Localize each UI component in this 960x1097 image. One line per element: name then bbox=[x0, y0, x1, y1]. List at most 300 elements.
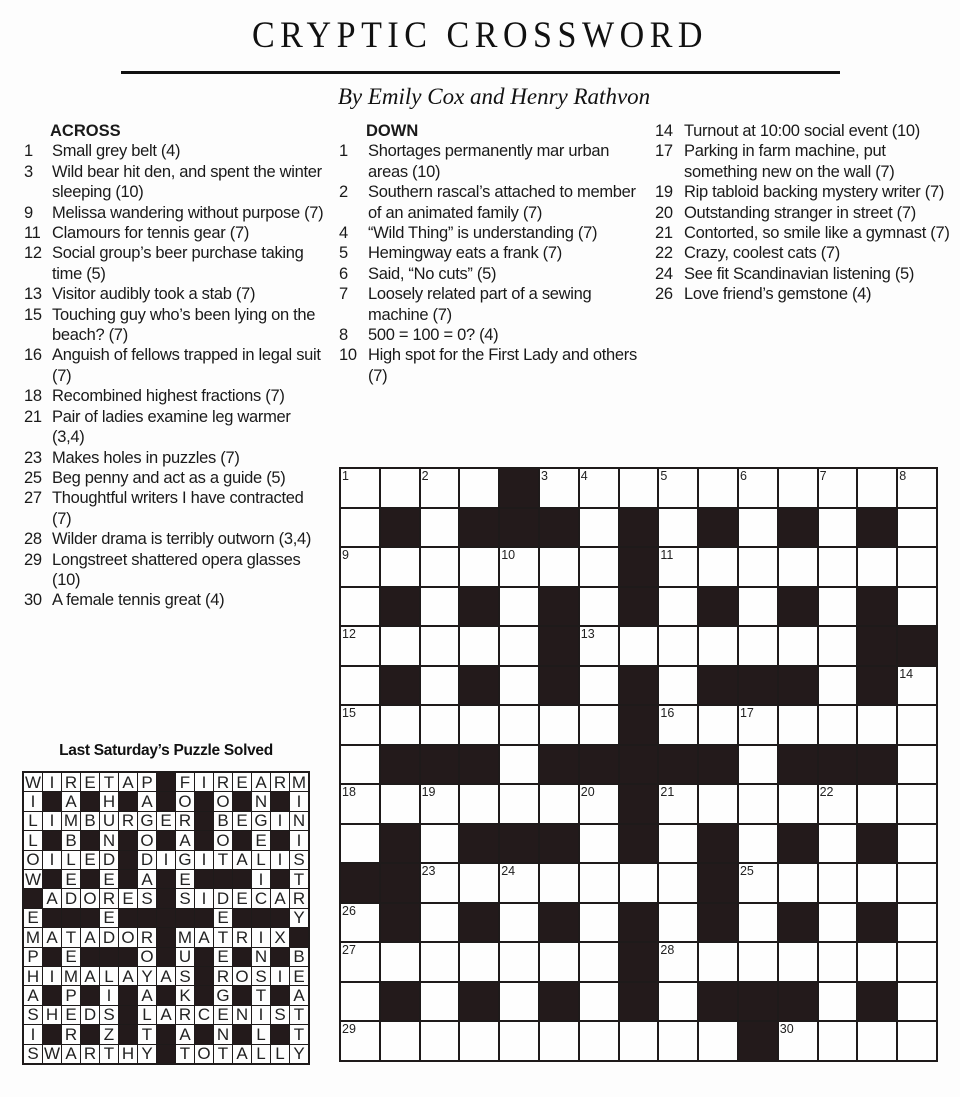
grid-cell[interactable] bbox=[699, 627, 737, 665]
clue-text: Rip tabloid backing mystery writer (7) bbox=[684, 183, 945, 202]
black-square bbox=[858, 904, 896, 942]
black-square bbox=[858, 667, 896, 705]
grid-cell[interactable] bbox=[659, 706, 697, 744]
solved-black-square bbox=[195, 792, 213, 810]
clue-text: See fit Scandinavian listening (5) bbox=[684, 264, 915, 283]
clue-item bbox=[24, 550, 324, 591]
grid-cell[interactable] bbox=[858, 706, 896, 744]
solved-letter-cell: B bbox=[62, 831, 80, 849]
grid-cell[interactable] bbox=[460, 706, 498, 744]
grid-cell[interactable] bbox=[421, 904, 459, 942]
grid-cell[interactable] bbox=[699, 706, 737, 744]
grid-cell[interactable] bbox=[819, 706, 857, 744]
cell-number: 23 bbox=[421, 864, 436, 879]
black-square bbox=[620, 825, 658, 863]
clue-text: Anguish of fellows trapped in legal suit (7) bbox=[52, 346, 321, 385]
grid-cell[interactable] bbox=[858, 864, 896, 902]
black-square bbox=[580, 746, 618, 784]
black-square bbox=[500, 509, 538, 547]
black-square bbox=[739, 1022, 777, 1060]
grid-cell[interactable] bbox=[381, 627, 419, 665]
grid-cell[interactable] bbox=[341, 943, 379, 981]
grid-cell[interactable] bbox=[858, 785, 896, 823]
grid-cell[interactable] bbox=[898, 825, 936, 863]
solved-letter-cell: P bbox=[138, 773, 156, 791]
black-square bbox=[858, 983, 896, 1021]
solved-black-square bbox=[271, 1025, 289, 1043]
grid-cell[interactable] bbox=[500, 706, 538, 744]
clue-item bbox=[24, 203, 324, 223]
solved-black-square bbox=[157, 986, 175, 1004]
grid-cell[interactable] bbox=[580, 548, 618, 586]
clue-text: Recombined highest fractions (7) bbox=[52, 387, 285, 406]
solved-black-square bbox=[24, 889, 42, 907]
black-square bbox=[779, 983, 817, 1021]
cell-number: 19 bbox=[421, 785, 436, 800]
solved-letter-cell: U bbox=[100, 812, 118, 830]
grid-cell[interactable] bbox=[659, 904, 697, 942]
grid-cell[interactable] bbox=[421, 785, 459, 823]
grid-cell[interactable] bbox=[739, 509, 777, 547]
grid-cell[interactable] bbox=[381, 548, 419, 586]
solved-letter-cell: A bbox=[119, 967, 137, 985]
grid-cell[interactable] bbox=[659, 943, 697, 981]
grid-cell[interactable] bbox=[421, 983, 459, 1021]
grid-cell[interactable] bbox=[819, 667, 857, 705]
black-square bbox=[699, 825, 737, 863]
grid-cell[interactable] bbox=[381, 943, 419, 981]
grid-cell[interactable] bbox=[819, 904, 857, 942]
solved-letter-cell: E bbox=[24, 909, 42, 927]
grid-cell[interactable] bbox=[779, 1022, 817, 1060]
grid-cell[interactable] bbox=[779, 469, 817, 507]
grid-cell[interactable] bbox=[421, 1022, 459, 1060]
solved-black-square bbox=[233, 948, 251, 966]
clue-item bbox=[24, 468, 324, 488]
solved-letter-cell: D bbox=[138, 851, 156, 869]
solved-letter-cell: O bbox=[233, 967, 251, 985]
grid-cell[interactable] bbox=[659, 983, 697, 1021]
grid-cell[interactable] bbox=[500, 1022, 538, 1060]
solved-letter-cell: A bbox=[271, 889, 289, 907]
grid-cell[interactable] bbox=[540, 785, 578, 823]
cell-number: 11 bbox=[660, 548, 674, 563]
solved-black-square bbox=[195, 986, 213, 1004]
grid-cell[interactable] bbox=[779, 548, 817, 586]
solved-letter-cell: D bbox=[62, 889, 80, 907]
grid-cell[interactable] bbox=[421, 548, 459, 586]
grid-cell[interactable] bbox=[421, 627, 459, 665]
solved-letter-cell: U bbox=[176, 948, 194, 966]
grid-cell[interactable] bbox=[898, 667, 936, 705]
grid-cell[interactable] bbox=[421, 943, 459, 981]
grid-cell[interactable] bbox=[898, 706, 936, 744]
grid-cell[interactable] bbox=[341, 1022, 379, 1060]
grid-cell[interactable] bbox=[699, 785, 737, 823]
grid-cell[interactable] bbox=[421, 509, 459, 547]
grid-cell[interactable] bbox=[659, 864, 697, 902]
across-clue-list bbox=[24, 141, 324, 610]
grid-cell[interactable] bbox=[500, 983, 538, 1021]
grid-cell[interactable] bbox=[460, 627, 498, 665]
solved-letter-cell: X bbox=[271, 928, 289, 946]
cell-number: 27 bbox=[342, 943, 356, 958]
solved-letter-cell: S bbox=[176, 967, 194, 985]
grid-cell[interactable] bbox=[819, 825, 857, 863]
grid-cell[interactable] bbox=[819, 943, 857, 981]
grid-cell[interactable] bbox=[858, 469, 896, 507]
clue-number: 21 bbox=[24, 407, 42, 426]
grid-cell[interactable] bbox=[739, 588, 777, 626]
solved-black-square bbox=[43, 792, 61, 810]
clue-item bbox=[339, 284, 639, 325]
solved-letter-cell: L bbox=[271, 1045, 289, 1063]
grid-cell[interactable] bbox=[898, 864, 936, 902]
grid-cell[interactable] bbox=[739, 746, 777, 784]
grid-cell[interactable] bbox=[500, 746, 538, 784]
clue-item bbox=[24, 448, 324, 468]
solved-letter-cell: I bbox=[271, 967, 289, 985]
grid-cell[interactable] bbox=[739, 785, 777, 823]
grid-cell[interactable] bbox=[580, 588, 618, 626]
solved-letter-cell: I bbox=[43, 967, 61, 985]
solved-letter-cell: T bbox=[290, 870, 308, 888]
grid-cell[interactable] bbox=[540, 548, 578, 586]
grid-cell[interactable] bbox=[858, 548, 896, 586]
grid-cell[interactable] bbox=[500, 904, 538, 942]
grid-cell[interactable] bbox=[341, 588, 379, 626]
grid-cell[interactable] bbox=[580, 667, 618, 705]
clue-text: Social group’s beer purchase taking time (5) bbox=[52, 244, 304, 283]
grid-cell[interactable] bbox=[421, 864, 459, 902]
grid-cell[interactable] bbox=[819, 785, 857, 823]
clue-number: 18 bbox=[24, 387, 42, 406]
clue-text: Said, “No cuts” (5) bbox=[368, 264, 497, 283]
solved-letter-cell: B bbox=[214, 812, 232, 830]
grid-cell[interactable] bbox=[381, 1022, 419, 1060]
grid-cell[interactable] bbox=[898, 548, 936, 586]
grid-cell[interactable] bbox=[341, 667, 379, 705]
black-square bbox=[381, 588, 419, 626]
grid-cell[interactable] bbox=[540, 943, 578, 981]
grid-cell[interactable] bbox=[540, 864, 578, 902]
grid-cell[interactable] bbox=[540, 1022, 578, 1060]
solved-black-square bbox=[233, 909, 251, 927]
grid-cell[interactable] bbox=[620, 627, 658, 665]
grid-cell[interactable] bbox=[898, 509, 936, 547]
grid-cell[interactable] bbox=[819, 983, 857, 1021]
clue-number: 23 bbox=[24, 448, 42, 467]
grid-cell[interactable] bbox=[659, 548, 697, 586]
grid-cell[interactable] bbox=[500, 588, 538, 626]
solved-letter-cell: A bbox=[43, 928, 61, 946]
grid-cell[interactable] bbox=[898, 469, 936, 507]
down-clue-list-continued bbox=[655, 121, 955, 305]
grid-cell[interactable] bbox=[739, 825, 777, 863]
black-square bbox=[540, 825, 578, 863]
grid-cell[interactable] bbox=[341, 627, 379, 665]
grid-cell[interactable] bbox=[421, 667, 459, 705]
solved-letter-cell: I bbox=[252, 1006, 270, 1024]
black-square bbox=[421, 746, 459, 784]
solved-letter-cell: M bbox=[63, 811, 79, 831]
solved-letter-cell: A bbox=[290, 986, 308, 1004]
solved-letter-cell: R bbox=[62, 1025, 80, 1043]
grid-cell[interactable] bbox=[620, 864, 658, 902]
grid-cell[interactable] bbox=[739, 943, 777, 981]
solved-letter-cell: O bbox=[119, 928, 137, 946]
solved-letter-cell: L bbox=[62, 851, 80, 869]
black-square bbox=[699, 746, 737, 784]
grid-cell[interactable] bbox=[659, 509, 697, 547]
solved-black-square bbox=[119, 870, 137, 888]
grid-cell[interactable] bbox=[580, 785, 618, 823]
clue-text: Makes holes in puzzles (7) bbox=[52, 448, 240, 467]
grid-cell[interactable] bbox=[819, 588, 857, 626]
solved-letter-cell: E bbox=[214, 1006, 232, 1024]
grid-cell[interactable] bbox=[580, 469, 618, 507]
grid-cell[interactable] bbox=[699, 943, 737, 981]
grid-cell[interactable] bbox=[739, 904, 777, 942]
solved-letter-cell: E bbox=[157, 812, 175, 830]
clue-number: 1 bbox=[339, 142, 348, 161]
grid-cell[interactable] bbox=[898, 1022, 936, 1060]
grid-cell[interactable] bbox=[659, 588, 697, 626]
grid-cell[interactable] bbox=[580, 825, 618, 863]
grid-cell[interactable] bbox=[341, 785, 379, 823]
clue-text: Outstanding stranger in street (7) bbox=[684, 203, 916, 222]
solved-letter-cell: S bbox=[290, 851, 308, 869]
clue-number: 9 bbox=[24, 203, 33, 222]
solved-letter-cell: R bbox=[271, 773, 289, 791]
grid-cell[interactable] bbox=[580, 706, 618, 744]
clue-text: Loosely related part of a sewing machine (7) bbox=[368, 285, 592, 324]
solved-letter-cell: A bbox=[138, 792, 156, 810]
solved-black-square bbox=[119, 1006, 137, 1024]
grid-cell[interactable] bbox=[580, 983, 618, 1021]
grid-cell[interactable] bbox=[779, 943, 817, 981]
clue-item bbox=[655, 182, 955, 202]
solved-letter-cell: E bbox=[233, 812, 251, 830]
grid-cell[interactable] bbox=[381, 785, 419, 823]
grid-cell[interactable] bbox=[699, 469, 737, 507]
grid-cell[interactable] bbox=[739, 627, 777, 665]
grid-cell[interactable] bbox=[659, 627, 697, 665]
grid-cell[interactable] bbox=[779, 864, 817, 902]
solved-letter-cell: E bbox=[233, 773, 251, 791]
solved-black-square bbox=[157, 889, 175, 907]
cell-number: 7 bbox=[819, 469, 827, 483]
solved-letter-cell: T bbox=[214, 851, 232, 869]
grid-cell[interactable] bbox=[659, 667, 697, 705]
grid-cell[interactable] bbox=[580, 627, 618, 665]
solved-letter-cell: D bbox=[81, 1006, 99, 1024]
grid-cell[interactable] bbox=[819, 864, 857, 902]
solved-letter-cell: O bbox=[214, 831, 232, 849]
solved-letter-cell: E bbox=[233, 889, 251, 907]
grid-cell[interactable] bbox=[898, 588, 936, 626]
grid-cell[interactable] bbox=[580, 1022, 618, 1060]
grid-cell[interactable] bbox=[898, 904, 936, 942]
cell-number: 22 bbox=[819, 785, 834, 800]
solved-letter-cell: A bbox=[81, 928, 99, 946]
grid-cell[interactable] bbox=[898, 983, 936, 1021]
black-square bbox=[460, 667, 498, 705]
solved-letter-cell: D bbox=[214, 889, 232, 907]
grid-cell[interactable] bbox=[898, 943, 936, 981]
grid-cell[interactable] bbox=[460, 1022, 498, 1060]
grid-cell[interactable] bbox=[500, 864, 538, 902]
solved-letter-cell: T bbox=[214, 1045, 232, 1063]
clue-text: Clamours for tennis gear (7) bbox=[52, 224, 250, 243]
solved-letter-cell: I bbox=[290, 792, 308, 810]
clue-text: Contorted, so smile like a gymnast (7) bbox=[684, 224, 950, 243]
clue-text: Beg penny and act as a guide (5) bbox=[52, 468, 286, 487]
solved-letter-cell: D bbox=[100, 851, 118, 869]
black-square bbox=[699, 864, 737, 902]
grid-cell[interactable] bbox=[460, 469, 498, 507]
clue-text: Parking in farm machine, put something new on the wall (7) bbox=[684, 142, 895, 181]
cell-number: 3 bbox=[540, 469, 548, 483]
grid-cell[interactable] bbox=[819, 1022, 857, 1060]
grid-cell[interactable] bbox=[819, 469, 857, 507]
cell-number: 1 bbox=[342, 469, 349, 483]
grid-cell[interactable] bbox=[739, 548, 777, 586]
grid-cell[interactable] bbox=[699, 548, 737, 586]
grid-cell[interactable] bbox=[620, 469, 658, 507]
grid-cell[interactable] bbox=[341, 983, 379, 1021]
black-square bbox=[699, 667, 737, 705]
grid-cell[interactable] bbox=[659, 785, 697, 823]
grid-cell[interactable] bbox=[819, 627, 857, 665]
black-square bbox=[620, 509, 658, 547]
grid-cell[interactable] bbox=[381, 706, 419, 744]
solved-letter-cell: S bbox=[24, 1045, 42, 1063]
solved-letter-cell: F bbox=[176, 773, 194, 791]
clue-item bbox=[24, 345, 324, 386]
grid-cell[interactable] bbox=[421, 706, 459, 744]
grid-cell[interactable] bbox=[421, 469, 459, 507]
grid-cell[interactable] bbox=[739, 469, 777, 507]
solved-letter-cell: N bbox=[252, 792, 270, 810]
grid-cell[interactable] bbox=[739, 864, 777, 902]
grid-cell[interactable] bbox=[819, 548, 857, 586]
solved-letter-cell: A bbox=[138, 870, 156, 888]
grid-cell[interactable] bbox=[500, 548, 538, 586]
grid-cell[interactable] bbox=[421, 588, 459, 626]
grid-cell[interactable] bbox=[779, 706, 817, 744]
black-square bbox=[699, 588, 737, 626]
grid-cell[interactable] bbox=[580, 509, 618, 547]
grid-cell[interactable] bbox=[421, 825, 459, 863]
solved-letter-cell: O bbox=[24, 851, 42, 869]
grid-cell[interactable] bbox=[898, 746, 936, 784]
grid-cell[interactable] bbox=[659, 469, 697, 507]
solved-letter-cell: R bbox=[62, 773, 80, 791]
grid-cell[interactable] bbox=[341, 825, 379, 863]
grid-cell[interactable] bbox=[540, 469, 578, 507]
grid-cell[interactable] bbox=[540, 706, 578, 744]
cell-number: 4 bbox=[580, 469, 588, 483]
solved-letter-cell: A bbox=[233, 851, 251, 869]
solved-letter-cell: I bbox=[43, 851, 61, 869]
grid-cell[interactable] bbox=[341, 904, 379, 942]
black-square bbox=[858, 825, 896, 863]
clue-text: Wild bear hit den, and spent the winter sleeping (10) bbox=[52, 162, 322, 202]
grid-cell[interactable] bbox=[500, 785, 538, 823]
black-square bbox=[699, 509, 737, 547]
grid-cell[interactable] bbox=[460, 864, 498, 902]
clue-item bbox=[655, 203, 955, 223]
grid-cell[interactable] bbox=[500, 627, 538, 665]
grid-cell[interactable] bbox=[500, 667, 538, 705]
grid-cell[interactable] bbox=[341, 469, 379, 507]
clue-text: 500 = 100 = 0? (4) bbox=[368, 326, 499, 345]
grid-cell[interactable] bbox=[341, 548, 379, 586]
grid-cell[interactable] bbox=[699, 1022, 737, 1060]
grid-cell[interactable] bbox=[500, 943, 538, 981]
solved-letter-cell: S bbox=[271, 1006, 289, 1024]
grid-cell[interactable] bbox=[580, 943, 618, 981]
solved-letter-cell: L bbox=[24, 812, 42, 830]
solved-black-square bbox=[81, 870, 99, 888]
clue-text: Wilder drama is terribly outworn (3,4) bbox=[52, 530, 312, 549]
solved-letter-cell: E bbox=[62, 870, 80, 888]
solved-letter-cell: T bbox=[62, 928, 80, 946]
solved-puzzle-grid bbox=[22, 771, 310, 1065]
solved-letter-cell: E bbox=[214, 909, 232, 927]
solved-letter-cell: E bbox=[119, 889, 137, 907]
black-square bbox=[381, 667, 419, 705]
clue-item bbox=[339, 325, 639, 345]
solved-letter-cell: R bbox=[100, 889, 118, 907]
grid-cell[interactable] bbox=[819, 509, 857, 547]
grid-cell[interactable] bbox=[659, 1022, 697, 1060]
grid-cell[interactable] bbox=[341, 706, 379, 744]
solved-black-square bbox=[271, 870, 289, 888]
grid-cell[interactable] bbox=[460, 785, 498, 823]
solved-black-square bbox=[271, 986, 289, 1004]
grid-cell[interactable] bbox=[460, 548, 498, 586]
grid-cell[interactable] bbox=[898, 785, 936, 823]
solved-black-square bbox=[195, 909, 213, 927]
clue-item bbox=[24, 141, 324, 161]
grid-cell[interactable] bbox=[779, 627, 817, 665]
grid-cell[interactable] bbox=[620, 1022, 658, 1060]
grid-cell[interactable] bbox=[460, 943, 498, 981]
grid-cell[interactable] bbox=[341, 509, 379, 547]
grid-cell[interactable] bbox=[858, 1022, 896, 1060]
black-square bbox=[381, 746, 419, 784]
cell-number: 28 bbox=[660, 943, 675, 958]
grid-cell[interactable] bbox=[779, 785, 817, 823]
solved-black-square bbox=[195, 1025, 213, 1043]
grid-cell[interactable] bbox=[659, 825, 697, 863]
grid-cell[interactable] bbox=[341, 746, 379, 784]
solved-letter-cell: T bbox=[176, 1045, 194, 1063]
grid-cell[interactable] bbox=[858, 943, 896, 981]
solved-letter-cell: I bbox=[271, 812, 289, 830]
clue-text: Pair of ladies examine leg warmer (3,4) bbox=[52, 407, 291, 447]
grid-cell[interactable] bbox=[580, 864, 618, 902]
grid-cell[interactable] bbox=[381, 469, 419, 507]
solved-black-square bbox=[62, 909, 80, 927]
grid-cell[interactable] bbox=[739, 706, 777, 744]
grid-cell[interactable] bbox=[580, 904, 618, 942]
clue-number: 25 bbox=[24, 468, 42, 487]
black-square bbox=[779, 588, 817, 626]
black-square bbox=[460, 509, 498, 547]
